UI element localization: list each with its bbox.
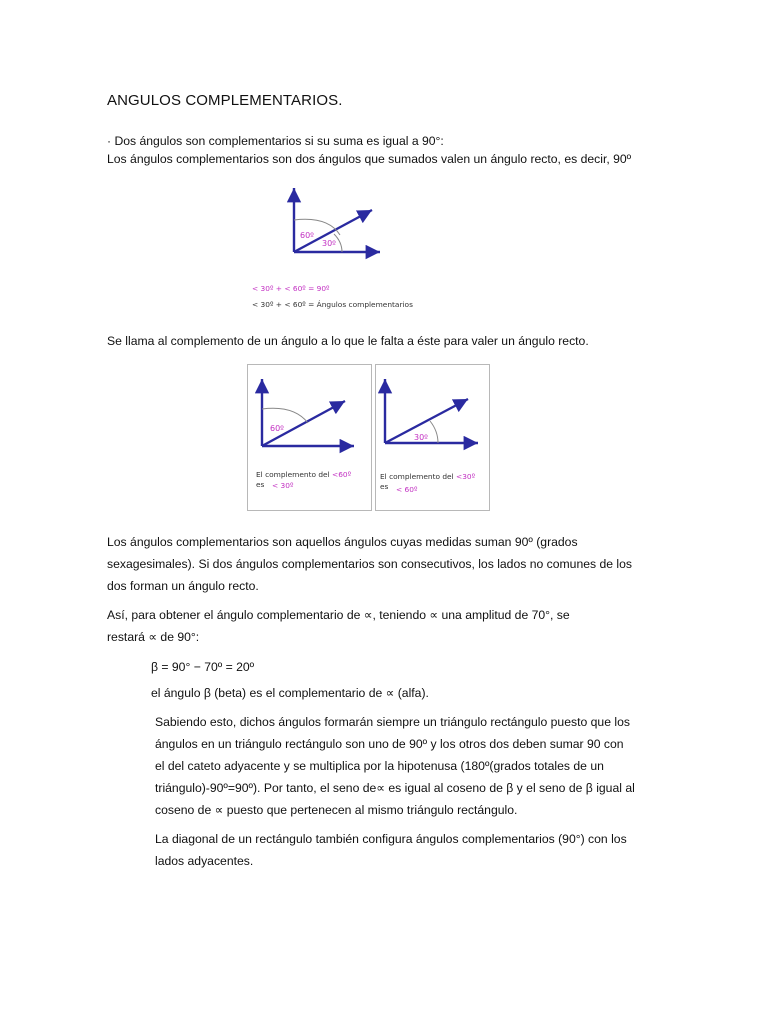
paragraph-line: La diagonal de un rectángulo también configura ángulos complementarios (90°) con los xyxy=(155,832,627,846)
arc xyxy=(262,408,308,423)
page-title: ANGULOS COMPLEMENTARIOS. xyxy=(107,92,343,109)
caption-text: El complemento del xyxy=(380,472,456,481)
svg-text:El complemento del <30º xyxy=(380,472,476,481)
caption-text: El complemento del xyxy=(256,470,332,479)
caption-answer: < 30º xyxy=(272,481,294,490)
formula: β = 90° − 70º = 20º xyxy=(151,660,255,674)
complement-box-60 xyxy=(247,364,372,511)
equation-label: < 30º + < 60º = Ángulos complementarios xyxy=(252,300,413,309)
paragraph-line: restará ∝ de 90°: xyxy=(107,630,200,644)
paragraph-line: sexagesimales). Si dos ángulos complementarios son consecutivos, los lados no comunes de los xyxy=(107,557,633,571)
formula-note: el ángulo β (beta) es el complementario de ∝ (alfa). xyxy=(151,686,429,700)
angle-label-30: 30º xyxy=(322,239,336,248)
angle-label: 30º xyxy=(414,433,428,442)
caption-angle: <30º xyxy=(456,472,476,481)
paragraph-line: el del cateto adyacente y se multiplica por la hipotenusa (180º(grados totales de un xyxy=(155,759,604,773)
caption-es: es xyxy=(256,480,265,489)
complement-definition: Se llama al complemento de un ángulo a lo que le falta a éste para valer un ángulo recto. xyxy=(107,334,589,348)
paragraph-line: Sabiendo esto, dichos ángulos formarán siempre un triángulo rectángulo puesto que los xyxy=(155,715,630,729)
angle-label-60: 60º xyxy=(300,231,314,240)
paragraph-line: Así, para obtener el ángulo complementario de ∝, teniendo ∝ una amplitud de 70°, se xyxy=(107,608,570,622)
equation-sum: < 30º + < 60º = 90º xyxy=(252,284,330,293)
arc xyxy=(430,421,438,443)
complement-box-30 xyxy=(375,364,490,511)
caption-answer: < 60º xyxy=(396,485,418,494)
caption-angle: <60º xyxy=(332,470,352,479)
caption-es: es xyxy=(380,482,389,491)
paragraph-line: triángulo)-90º=90º). Por tanto, el seno de∝ es igual al coseno de β y el seno de β igual al xyxy=(155,781,635,795)
paragraph-line: ángulos en un triángulo rectángulo son uno de 90º y los otros dos deben sumar 90 con xyxy=(155,737,624,751)
paragraph-line: lados adyacentes. xyxy=(155,854,254,868)
intro-line-2: Los ángulos complementarios son dos ángulos que sumados valen un ángulo recto, es decir, 90º xyxy=(107,152,632,166)
paragraph-line: Los ángulos complementarios son aquellos ángulos cuyas medidas suman 90º (grados xyxy=(107,535,578,549)
intro-line-1: · Dos ángulos son complementarios si su suma es igual a 90°: xyxy=(107,134,444,148)
complementary-angles-figure xyxy=(248,180,468,320)
paragraph-line: coseno de ∝ puesto que pertenecen al mismo triángulo rectángulo. xyxy=(155,803,518,817)
svg-text:El complemento del <60º xyxy=(256,470,352,479)
paragraph-line: dos forman un ángulo recto. xyxy=(107,579,259,593)
angle-label: 60º xyxy=(270,424,284,433)
